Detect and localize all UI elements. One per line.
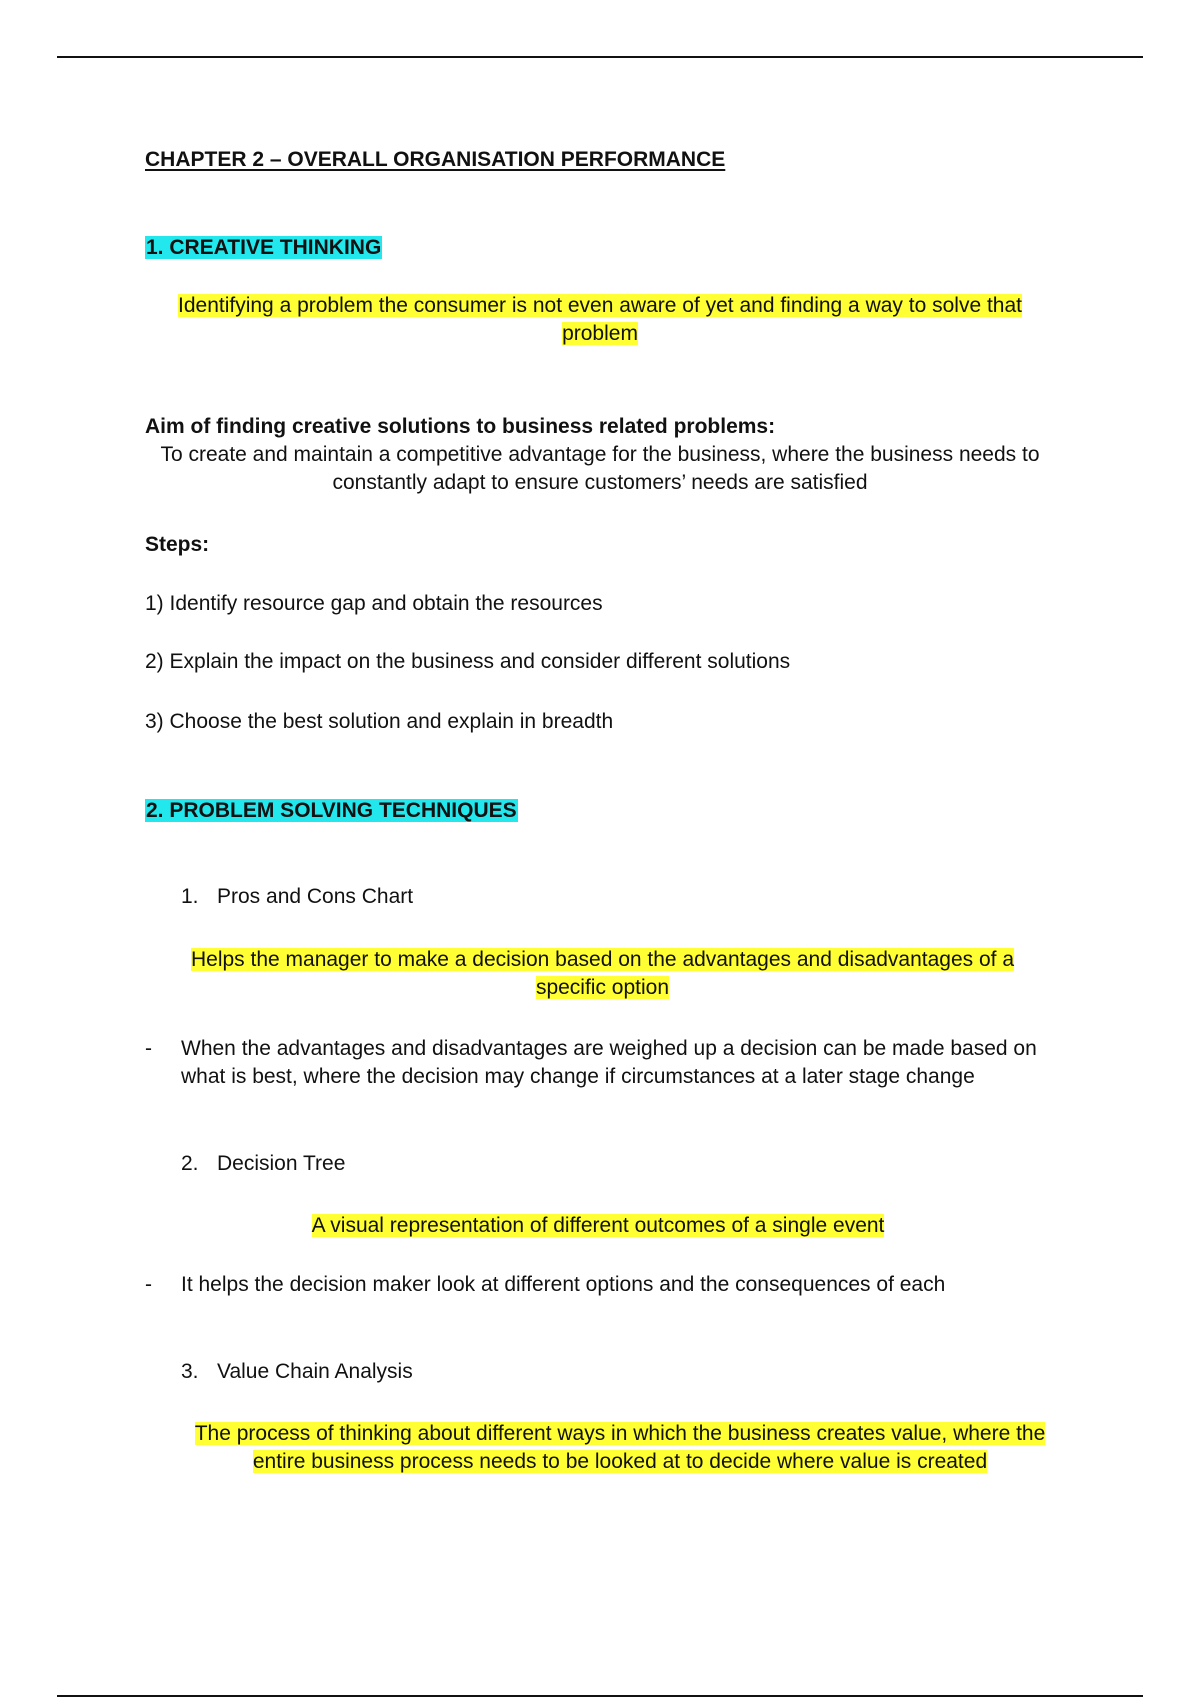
step-item: 3) Choose the best solution and explain in breadth bbox=[145, 710, 614, 733]
step-item: 2) Explain the impact on the business and consider different solutions bbox=[145, 650, 791, 673]
aim-text: To create and maintain a competitive advantage for the business, where the business needs to constantly adapt to ensure customers’ needs are satisfied bbox=[160, 443, 1040, 494]
technique-definition: Helps the manager to make a decision based on the advantages and disadvantages of a specific option bbox=[190, 948, 1015, 999]
page-bottom-rule bbox=[57, 1695, 1143, 1697]
chapter-title: CHAPTER 2 – OVERALL ORGANISATION PERFORMANCE bbox=[145, 148, 726, 171]
technique-definition: The process of thinking about different ways in which the business creates value, where the entire business process needs to be looked at to decide where value is created bbox=[194, 1422, 1046, 1473]
technique-title: 2. Decision Tree bbox=[181, 1152, 346, 1175]
bullet-item: - It helps the decision maker look at different options and the consequences of each bbox=[145, 1273, 946, 1296]
step-item: 1) Identify resource gap and obtain the resources bbox=[145, 592, 603, 615]
section-heading-creative-thinking: 1. CREATIVE THINKING bbox=[146, 236, 382, 259]
section-heading-problem-solving: 2. PROBLEM SOLVING TECHNIQUES bbox=[146, 799, 517, 822]
technique-title: 1. Pros and Cons Chart bbox=[181, 885, 414, 908]
steps-heading: Steps: bbox=[145, 533, 210, 556]
technique-definition: A visual representation of different outcomes of a single event bbox=[311, 1214, 885, 1237]
page-top-rule bbox=[57, 56, 1143, 58]
creative-thinking-definition: Identifying a problem the consumer is not even aware of yet and finding a way to solve that problem bbox=[178, 294, 1022, 345]
technique-title: 3. Value Chain Analysis bbox=[181, 1360, 413, 1383]
aim-heading: Aim of finding creative solutions to business related problems: bbox=[145, 415, 776, 438]
bullet-item: - When the advantages and disadvantages are weighed up a decision can be made based on what is best, where the decision may change if circumstances at a later stage change bbox=[145, 1037, 1037, 1088]
